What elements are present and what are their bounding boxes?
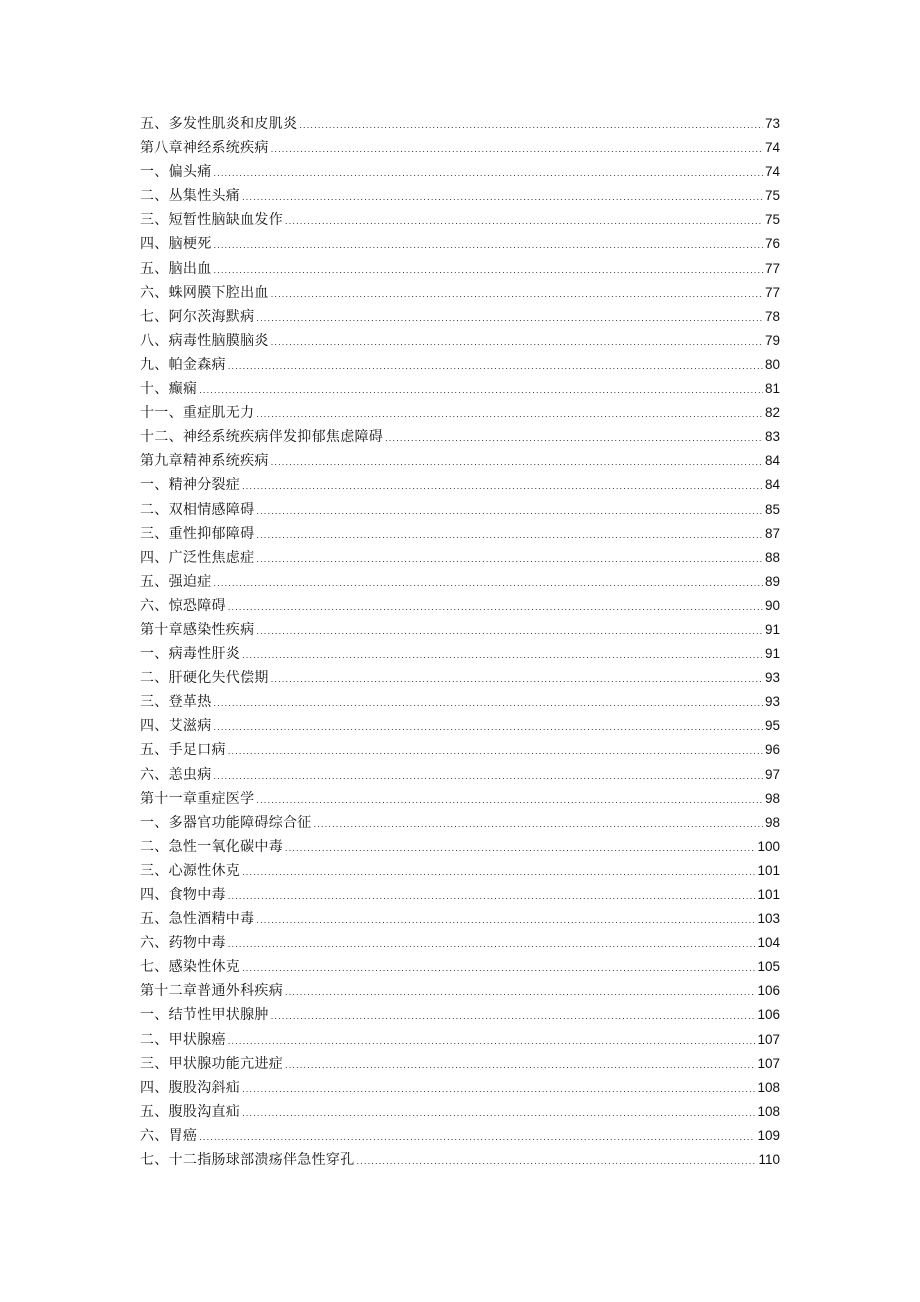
dot-leader (271, 282, 763, 306)
toc-entry-title: 四、脑梗死 (140, 236, 212, 253)
toc-entry-page-number: 83 (764, 429, 780, 445)
toc-entry-page-number: 108 (757, 1103, 780, 1119)
toc-entry-page-number: 85 (764, 501, 780, 517)
dot-leader (256, 619, 763, 643)
dot-leader (242, 956, 755, 980)
dot-leader (214, 571, 763, 595)
dot-leader (242, 1101, 755, 1125)
toc-entry[interactable] (140, 305, 780, 329)
toc-entry-title: 一、偏头痛 (140, 164, 212, 181)
toc-entry-title: 第九章精神系统疾病 (140, 453, 269, 470)
dot-leader (256, 547, 763, 571)
toc-entry-title: 五、手足口病 (140, 742, 226, 759)
toc-entry-title: 六、恙虫病 (140, 766, 212, 783)
dot-leader (256, 788, 763, 812)
toc-entry-page-number: 74 (764, 140, 780, 156)
toc-entry[interactable] (140, 883, 780, 907)
dot-leader (256, 908, 755, 932)
dot-leader (385, 426, 763, 450)
toc-entry-title: 三、心源性休克 (140, 862, 241, 879)
toc-entry-title: 八、病毒性脑膜脑炎 (140, 332, 269, 349)
toc-entry-title: 六、蛛网膜下腔出血 (140, 284, 269, 301)
toc-entry-title: 五、腹股沟直疝 (140, 1103, 241, 1120)
toc-entry[interactable] (140, 931, 780, 955)
toc-entry-title: 五、强迫症 (140, 573, 212, 590)
toc-entry[interactable] (140, 160, 780, 184)
dot-leader (214, 764, 763, 788)
dot-leader (256, 499, 763, 523)
toc-entry[interactable] (140, 690, 780, 714)
dot-leader (228, 739, 763, 763)
toc-entry-page-number: 110 (758, 1152, 780, 1168)
dot-leader (285, 1053, 755, 1077)
toc-entry-page-number: 107 (757, 1031, 780, 1047)
dot-leader (228, 1029, 756, 1053)
toc-entry-page-number: 75 (764, 212, 780, 228)
toc-entry-title: 十一、重症肌无力 (140, 405, 255, 422)
toc-entry[interactable] (140, 1076, 780, 1100)
dot-leader (271, 330, 763, 354)
dot-leader (271, 137, 763, 161)
toc-entry[interactable] (140, 401, 780, 425)
toc-entry-title: 三、重性抑郁障碍 (140, 525, 255, 542)
toc-entry[interactable] (140, 232, 780, 256)
toc-entry[interactable] (140, 787, 780, 811)
toc-entry[interactable] (140, 1124, 780, 1148)
toc-entry-title: 十、癫痫 (140, 381, 198, 398)
toc-entry[interactable] (140, 136, 780, 160)
toc-entry[interactable] (140, 353, 780, 377)
toc-entry[interactable] (140, 498, 780, 522)
toc-entry-page-number: 91 (764, 646, 780, 662)
toc-entry-title: 六、惊恐障碍 (140, 597, 226, 614)
toc-entry-title: 二、急性一氧化碳中毒 (140, 838, 283, 855)
toc-entry-title: 十二、神经系统疾病伴发抑郁焦虑障碍 (140, 429, 384, 446)
toc-entry[interactable] (140, 618, 780, 642)
toc-entry-page-number: 100 (757, 838, 780, 854)
dot-leader (242, 474, 763, 498)
toc-entry[interactable] (140, 763, 780, 787)
toc-entry[interactable] (140, 449, 780, 473)
toc-entry-page-number: 84 (764, 477, 780, 493)
toc-entry-title: 一、多器官功能障碍综合征 (140, 814, 312, 831)
toc-entry[interactable] (140, 281, 780, 305)
toc-entry[interactable] (140, 473, 780, 497)
toc-entry-title: 四、腹股沟斜疝 (140, 1079, 241, 1096)
dot-leader (256, 306, 763, 330)
toc-entry-title: 四、食物中毒 (140, 887, 226, 903)
toc-entry-page-number: 104 (757, 935, 780, 951)
toc-entry[interactable] (140, 546, 780, 570)
toc-entry-title: 七、感染性休克 (140, 959, 241, 976)
toc-entry-page-number: 82 (764, 405, 780, 421)
toc-entry-page-number: 108 (757, 1079, 780, 1095)
toc-entry-title: 二、丛集性头痛 (140, 188, 241, 205)
toc-entry-page-number: 91 (764, 621, 780, 637)
toc-entry-title: 九、帕金森病 (140, 356, 226, 373)
toc-entry[interactable] (140, 257, 780, 281)
toc-entry-page-number: 73 (764, 116, 780, 131)
dot-leader (285, 836, 755, 860)
toc-entry-page-number: 76 (764, 236, 780, 252)
toc-entry-page-number: 98 (764, 790, 780, 806)
toc-entry-title: 第十一章重症医学 (140, 790, 255, 807)
dot-leader (214, 161, 763, 185)
toc-entry-page-number: 93 (764, 694, 780, 710)
dot-leader (214, 233, 763, 257)
toc-entry-title: 一、精神分裂症 (140, 477, 241, 494)
toc-entry-page-number: 77 (764, 284, 780, 300)
dot-leader (214, 715, 763, 739)
toc-entry-title: 第十章感染性疾病 (140, 621, 255, 638)
dot-leader (285, 980, 755, 1004)
dot-leader (214, 691, 763, 715)
toc-entry-page-number: 79 (764, 332, 780, 348)
toc-entry-title: 三、甲状腺功能亢进症 (140, 1055, 283, 1072)
table-of-contents (140, 112, 780, 1172)
toc-entry[interactable] (140, 1028, 780, 1052)
toc-entry-page-number: 87 (764, 525, 780, 541)
toc-entry[interactable] (140, 907, 780, 931)
dot-leader (314, 812, 763, 836)
toc-entry[interactable] (140, 835, 780, 859)
toc-entry-title: 一、病毒性肝炎 (140, 646, 241, 663)
toc-entry-title: 三、短暂性脑缺血发作 (140, 212, 283, 229)
dot-leader (285, 209, 763, 233)
toc-entry-page-number: 97 (764, 766, 780, 782)
dot-leader (242, 643, 763, 667)
toc-entry[interactable] (140, 979, 780, 1003)
toc-entry[interactable] (140, 1100, 780, 1124)
toc-entry-title: 二、双相情感障碍 (140, 501, 255, 518)
toc-entry-title: 四、广泛性焦虑症 (140, 549, 255, 566)
toc-entry-page-number: 84 (764, 453, 780, 469)
toc-entry[interactable] (140, 642, 780, 666)
dot-leader (228, 595, 763, 619)
dot-leader (256, 402, 763, 426)
toc-entry-page-number: 81 (764, 381, 780, 397)
toc-entry-page-number: 88 (764, 549, 780, 565)
dot-leader (228, 932, 756, 956)
toc-entry-page-number: 89 (764, 573, 780, 589)
dot-leader (256, 523, 763, 547)
toc-entry-page-number: 93 (764, 670, 780, 686)
dot-leader (271, 667, 763, 691)
toc-entry-title: 四、艾滋病 (140, 718, 212, 735)
dot-leader (228, 354, 763, 378)
toc-entry[interactable] (140, 594, 780, 618)
dot-leader (199, 378, 763, 402)
dot-leader (271, 450, 763, 474)
toc-entry-page-number: 90 (764, 597, 780, 613)
toc-entry-page-number: 107 (757, 1055, 780, 1071)
toc-entry[interactable] (140, 208, 780, 232)
dot-leader (357, 1149, 757, 1173)
toc-entry-title: 第八章神经系统疾病 (140, 140, 269, 157)
toc-entry-title: 二、甲状腺癌 (140, 1031, 226, 1048)
toc-entry-title: 三、登革热 (140, 694, 212, 711)
toc-entry-page-number: 101 (757, 862, 780, 878)
toc-entry-title: 六、药物中毒 (140, 935, 226, 952)
toc-entry-title: 六、胃癌 (140, 1127, 198, 1144)
dot-leader (214, 258, 763, 282)
toc-entry[interactable] (140, 522, 780, 546)
toc-entry[interactable] (140, 184, 780, 208)
toc-entry[interactable] (140, 738, 780, 762)
toc-entry-title: 五、多发性肌炎和皮肌炎 (140, 116, 298, 132)
toc-entry-page-number: 103 (757, 911, 780, 927)
dot-leader (242, 185, 763, 209)
toc-entry-title: 二、肝硬化失代偿期 (140, 670, 269, 687)
toc-entry-page-number: 80 (764, 356, 780, 372)
dot-leader (242, 1077, 755, 1101)
toc-entry[interactable] (140, 377, 780, 401)
toc-entry-title: 七、阿尔茨海默病 (140, 308, 255, 325)
dot-leader (242, 860, 755, 884)
toc-entry[interactable] (140, 570, 780, 594)
toc-entry[interactable] (140, 1052, 780, 1076)
toc-entry[interactable] (140, 955, 780, 979)
toc-entry-page-number: 105 (757, 959, 780, 975)
toc-entry-page-number: 74 (764, 164, 780, 180)
dot-leader (199, 1125, 755, 1149)
toc-entry-page-number: 78 (764, 308, 780, 324)
toc-entry[interactable] (140, 112, 780, 136)
toc-entry[interactable] (140, 811, 780, 835)
toc-entry[interactable] (140, 859, 780, 883)
toc-entry-page-number: 75 (764, 188, 780, 204)
toc-entry-page-number: 106 (757, 1007, 780, 1023)
dot-leader (271, 1004, 756, 1028)
toc-entry-page-number: 96 (764, 742, 780, 758)
toc-entry[interactable] (140, 425, 780, 449)
toc-entry-page-number: 101 (757, 887, 780, 902)
toc-entry-title: 一、结节性甲状腺肿 (140, 1007, 269, 1024)
toc-entry[interactable] (140, 1148, 780, 1172)
toc-entry[interactable] (140, 666, 780, 690)
toc-entry-page-number: 95 (764, 718, 780, 734)
toc-entry[interactable] (140, 714, 780, 738)
toc-entry-page-number: 109 (757, 1127, 780, 1143)
toc-entry-page-number: 77 (764, 260, 780, 276)
toc-entry[interactable] (140, 1003, 780, 1027)
dot-leader (228, 884, 756, 908)
toc-entry-page-number: 106 (757, 983, 780, 999)
toc-entry[interactable] (140, 329, 780, 353)
toc-entry-title: 五、急性酒精中毒 (140, 911, 255, 928)
toc-entry-title: 七、十二指肠球部溃疡伴急性穿孔 (140, 1152, 355, 1169)
toc-entry-title: 五、脑出血 (140, 260, 212, 277)
toc-entry-page-number: 98 (764, 814, 780, 830)
dot-leader (299, 113, 763, 137)
toc-entry-title: 第十二章普通外科疾病 (140, 983, 283, 1000)
